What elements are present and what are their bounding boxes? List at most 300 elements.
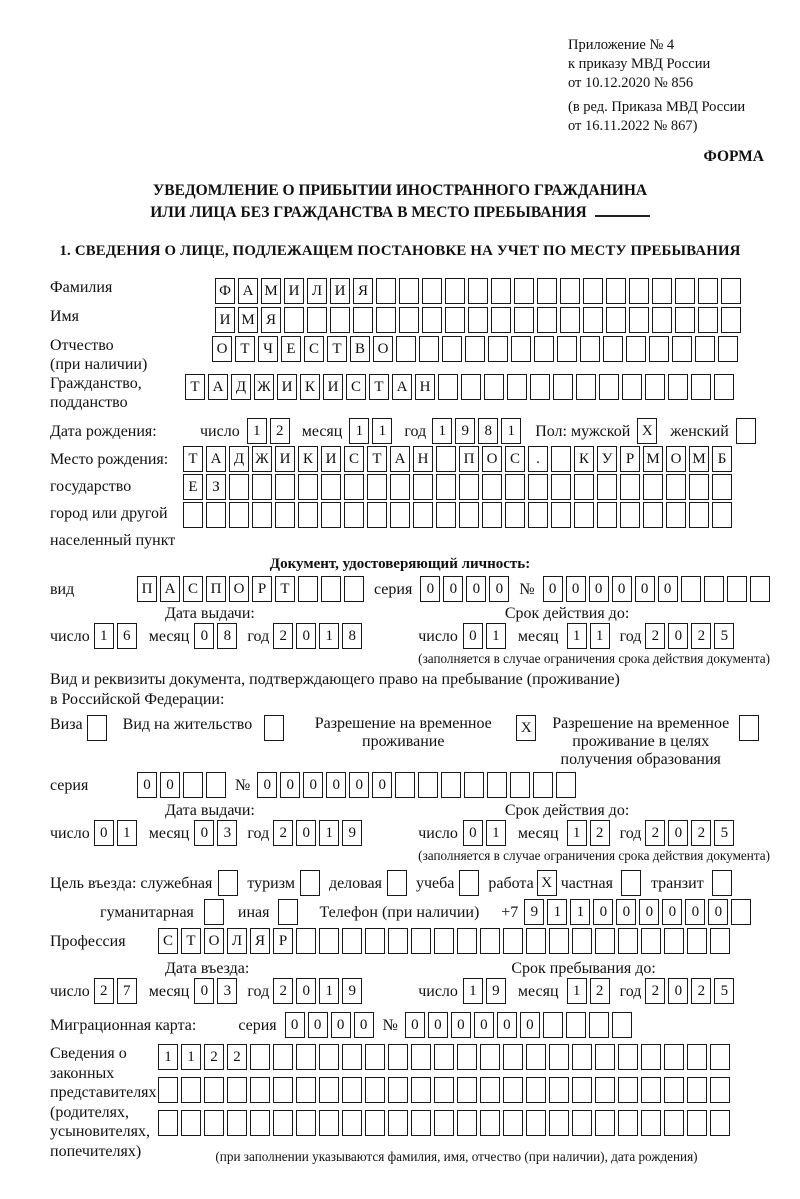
char-cell[interactable] [704, 576, 724, 602]
char-cell[interactable]: О [666, 446, 686, 472]
char-cell[interactable] [367, 474, 387, 500]
char-cell[interactable] [438, 374, 458, 400]
char-cell[interactable] [553, 374, 573, 400]
char-cell[interactable] [319, 1077, 339, 1103]
char-cell[interactable] [675, 278, 695, 304]
char-cell[interactable] [388, 928, 408, 954]
char-cell[interactable]: 2 [691, 978, 711, 1004]
char-cell[interactable] [464, 772, 484, 798]
char-cell[interactable] [298, 502, 318, 528]
char-cell[interactable] [712, 870, 732, 896]
char-cell[interactable] [503, 1044, 523, 1070]
char-cell[interactable]: 0 [685, 899, 705, 925]
char-cell[interactable]: 0 [349, 772, 369, 798]
char-cell[interactable] [641, 928, 661, 954]
char-cell[interactable]: А [208, 374, 228, 400]
char-cell[interactable]: 2 [273, 623, 293, 649]
char-cell[interactable] [534, 336, 554, 362]
char-cell[interactable] [731, 899, 751, 925]
char-cell[interactable] [574, 502, 594, 528]
char-cell[interactable] [595, 1077, 615, 1103]
char-cell[interactable] [365, 1077, 385, 1103]
char-cell[interactable] [652, 278, 672, 304]
char-cell[interactable]: 0 [589, 576, 609, 602]
char-cell[interactable]: 1 [158, 1044, 178, 1070]
char-cell[interactable] [698, 278, 718, 304]
char-cell[interactable] [572, 1110, 592, 1136]
char-cell[interactable] [413, 474, 433, 500]
char-cell[interactable] [183, 502, 203, 528]
char-cell[interactable] [183, 772, 203, 798]
char-cell[interactable] [434, 1044, 454, 1070]
char-cell[interactable]: 1 [181, 1044, 201, 1070]
char-cell[interactable]: О [482, 446, 502, 472]
char-cell[interactable]: Т [327, 336, 347, 362]
char-cell[interactable] [342, 1044, 362, 1070]
char-cell[interactable] [482, 474, 502, 500]
char-cell[interactable]: А [206, 446, 226, 472]
char-cell[interactable] [411, 1110, 431, 1136]
char-cell[interactable] [739, 715, 759, 741]
char-cell[interactable] [445, 307, 465, 333]
char-cell[interactable]: 2 [94, 978, 114, 1004]
char-cell[interactable]: 0 [420, 576, 440, 602]
char-cell[interactable]: 2 [270, 418, 290, 444]
char-cell[interactable]: Т [367, 446, 387, 472]
char-cell[interactable] [353, 307, 373, 333]
char-cell[interactable] [618, 1044, 638, 1070]
char-cell[interactable] [480, 1110, 500, 1136]
char-cell[interactable] [422, 307, 442, 333]
char-cell[interactable] [626, 336, 646, 362]
char-cell[interactable]: И [215, 307, 235, 333]
char-cell[interactable] [533, 772, 553, 798]
char-cell[interactable]: И [277, 374, 297, 400]
char-cell[interactable] [250, 1077, 270, 1103]
char-cell[interactable] [296, 1110, 316, 1136]
char-cell[interactable]: П [206, 576, 226, 602]
char-cell[interactable]: 2 [204, 1044, 224, 1070]
char-cell[interactable] [468, 307, 488, 333]
char-cell[interactable] [618, 1077, 638, 1103]
char-cell[interactable] [218, 870, 238, 896]
char-cell[interactable] [505, 474, 525, 500]
char-cell[interactable] [583, 278, 603, 304]
char-cell[interactable] [321, 576, 341, 602]
char-cell[interactable]: 1 [567, 978, 587, 1004]
char-cell[interactable] [491, 278, 511, 304]
char-cell[interactable] [296, 1044, 316, 1070]
char-cell[interactable] [365, 1110, 385, 1136]
char-cell[interactable]: 2 [691, 623, 711, 649]
char-cell[interactable]: 2 [645, 623, 665, 649]
char-cell[interactable] [549, 1044, 569, 1070]
char-cell[interactable] [629, 307, 649, 333]
char-cell[interactable] [459, 474, 479, 500]
char-cell[interactable] [576, 374, 596, 400]
char-cell[interactable] [675, 307, 695, 333]
char-cell[interactable] [549, 1077, 569, 1103]
char-cell[interactable] [557, 336, 577, 362]
char-cell[interactable]: И [321, 446, 341, 472]
char-cell[interactable]: 0 [612, 576, 632, 602]
char-cell[interactable] [307, 307, 327, 333]
char-cell[interactable]: Б [712, 446, 732, 472]
char-cell[interactable] [434, 928, 454, 954]
char-cell[interactable]: 1 [567, 623, 587, 649]
char-cell[interactable] [721, 278, 741, 304]
char-cell[interactable] [526, 1044, 546, 1070]
char-cell[interactable] [641, 1110, 661, 1136]
char-cell[interactable] [514, 278, 534, 304]
char-cell[interactable] [629, 278, 649, 304]
char-cell[interactable]: Л [227, 928, 247, 954]
char-cell[interactable]: К [300, 374, 320, 400]
char-cell[interactable] [344, 474, 364, 500]
char-cell[interactable] [480, 928, 500, 954]
char-cell[interactable]: 9 [486, 978, 506, 1004]
char-cell[interactable] [643, 502, 663, 528]
char-cell[interactable]: Л [307, 278, 327, 304]
char-cell[interactable]: А [392, 374, 412, 400]
char-cell[interactable]: С [158, 928, 178, 954]
char-cell[interactable] [204, 1110, 224, 1136]
char-cell[interactable]: Р [273, 928, 293, 954]
char-cell[interactable] [560, 307, 580, 333]
char-cell[interactable] [181, 1110, 201, 1136]
char-cell[interactable] [551, 474, 571, 500]
char-cell[interactable]: 2 [645, 978, 665, 1004]
char-cell[interactable] [710, 928, 730, 954]
char-cell[interactable] [549, 928, 569, 954]
char-cell[interactable]: 0 [658, 576, 678, 602]
char-cell[interactable] [390, 474, 410, 500]
char-cell[interactable]: Р [620, 446, 640, 472]
char-cell[interactable]: И [330, 278, 350, 304]
char-cell[interactable] [689, 502, 709, 528]
char-cell[interactable] [227, 1110, 247, 1136]
char-cell[interactable] [589, 1012, 609, 1038]
char-cell[interactable]: Н [415, 374, 435, 400]
char-cell[interactable]: С [344, 446, 364, 472]
char-cell[interactable]: 2 [273, 978, 293, 1004]
char-cell[interactable]: П [137, 576, 157, 602]
char-cell[interactable] [664, 1077, 684, 1103]
char-cell[interactable]: 1 [547, 899, 567, 925]
char-cell[interactable]: 0 [639, 899, 659, 925]
char-cell[interactable] [687, 1044, 707, 1070]
char-cell[interactable] [158, 1077, 178, 1103]
char-cell[interactable]: 8 [342, 623, 362, 649]
char-cell[interactable]: С [304, 336, 324, 362]
char-cell[interactable]: 8 [217, 623, 237, 649]
char-cell[interactable] [399, 278, 419, 304]
char-cell[interactable]: И [284, 278, 304, 304]
char-cell[interactable]: 0 [635, 576, 655, 602]
char-cell[interactable]: П [459, 446, 479, 472]
char-cell[interactable] [396, 336, 416, 362]
char-cell[interactable] [580, 336, 600, 362]
char-cell[interactable]: Д [229, 446, 249, 472]
char-cell[interactable] [419, 336, 439, 362]
char-cell[interactable]: М [643, 446, 663, 472]
char-cell[interactable]: Н [413, 446, 433, 472]
char-cell[interactable]: А [238, 278, 258, 304]
char-cell[interactable]: С [346, 374, 366, 400]
char-cell[interactable] [388, 1110, 408, 1136]
char-cell[interactable]: И [323, 374, 343, 400]
char-cell[interactable] [691, 374, 711, 400]
char-cell[interactable]: 0 [616, 899, 636, 925]
char-cell[interactable] [551, 502, 571, 528]
char-cell[interactable] [595, 928, 615, 954]
char-cell[interactable]: 1 [432, 418, 452, 444]
char-cell[interactable] [543, 1012, 563, 1038]
char-cell[interactable]: 0 [137, 772, 157, 798]
char-cell[interactable] [566, 1012, 586, 1038]
char-cell[interactable]: 1 [319, 978, 339, 1004]
char-cell[interactable] [457, 1077, 477, 1103]
char-cell[interactable] [551, 446, 571, 472]
char-cell[interactable]: 0 [160, 772, 180, 798]
char-cell[interactable]: Я [261, 307, 281, 333]
char-cell[interactable] [603, 336, 623, 362]
char-cell[interactable] [480, 1077, 500, 1103]
char-cell[interactable] [599, 374, 619, 400]
char-cell[interactable] [411, 1077, 431, 1103]
char-cell[interactable] [342, 928, 362, 954]
char-cell[interactable] [621, 870, 641, 896]
char-cell[interactable] [736, 418, 756, 444]
char-cell[interactable]: 0 [489, 576, 509, 602]
char-cell[interactable] [457, 1044, 477, 1070]
char-cell[interactable]: Т [183, 446, 203, 472]
char-cell[interactable] [721, 307, 741, 333]
char-cell[interactable] [229, 474, 249, 500]
char-cell[interactable]: 1 [247, 418, 267, 444]
char-cell[interactable] [275, 502, 295, 528]
char-cell[interactable] [572, 928, 592, 954]
char-cell[interactable]: 1 [486, 820, 506, 846]
char-cell[interactable]: 0 [308, 1012, 328, 1038]
char-cell[interactable] [206, 772, 226, 798]
char-cell[interactable] [395, 772, 415, 798]
char-cell[interactable] [273, 1110, 293, 1136]
char-cell[interactable]: 0 [566, 576, 586, 602]
char-cell[interactable]: 0 [94, 820, 114, 846]
char-cell[interactable] [459, 870, 479, 896]
char-cell[interactable] [461, 374, 481, 400]
char-cell[interactable] [641, 1044, 661, 1070]
char-cell[interactable] [572, 1077, 592, 1103]
char-cell[interactable] [250, 1044, 270, 1070]
char-cell[interactable] [641, 1077, 661, 1103]
char-cell[interactable] [572, 1044, 592, 1070]
char-cell[interactable] [321, 474, 341, 500]
char-cell[interactable] [698, 307, 718, 333]
char-cell[interactable]: Ч [258, 336, 278, 362]
char-cell[interactable] [528, 502, 548, 528]
char-cell[interactable] [710, 1044, 730, 1070]
char-cell[interactable] [583, 307, 603, 333]
char-cell[interactable] [388, 1044, 408, 1070]
char-cell[interactable] [664, 1110, 684, 1136]
char-cell[interactable]: В [350, 336, 370, 362]
char-cell[interactable] [411, 928, 431, 954]
char-cell[interactable] [376, 278, 396, 304]
char-cell[interactable] [687, 1077, 707, 1103]
char-cell[interactable] [530, 374, 550, 400]
char-cell[interactable] [264, 715, 284, 741]
char-cell[interactable]: 6 [117, 623, 137, 649]
char-cell[interactable]: М [261, 278, 281, 304]
char-cell[interactable] [457, 928, 477, 954]
char-cell[interactable]: X [537, 870, 557, 896]
char-cell[interactable] [158, 1110, 178, 1136]
char-cell[interactable]: О [204, 928, 224, 954]
char-cell[interactable]: 0 [708, 899, 728, 925]
char-cell[interactable]: Я [353, 278, 373, 304]
char-cell[interactable] [606, 307, 626, 333]
char-cell[interactable] [712, 502, 732, 528]
char-cell[interactable]: 0 [668, 978, 688, 1004]
char-cell[interactable]: 0 [662, 899, 682, 925]
char-cell[interactable] [727, 576, 747, 602]
char-cell[interactable] [321, 502, 341, 528]
char-cell[interactable]: Т [235, 336, 255, 362]
char-cell[interactable]: 9 [455, 418, 475, 444]
char-cell[interactable] [556, 772, 576, 798]
char-cell[interactable]: Т [185, 374, 205, 400]
char-cell[interactable] [344, 576, 364, 602]
char-cell[interactable]: 9 [342, 978, 362, 1004]
char-cell[interactable] [181, 1077, 201, 1103]
char-cell[interactable]: 5 [714, 820, 734, 846]
char-cell[interactable] [367, 502, 387, 528]
char-cell[interactable] [399, 307, 419, 333]
char-cell[interactable]: 2 [590, 820, 610, 846]
char-cell[interactable]: 1 [463, 978, 483, 1004]
char-cell[interactable]: 0 [331, 1012, 351, 1038]
char-cell[interactable] [620, 502, 640, 528]
char-cell[interactable]: 0 [280, 772, 300, 798]
char-cell[interactable] [505, 502, 525, 528]
char-cell[interactable] [666, 502, 686, 528]
char-cell[interactable] [537, 278, 557, 304]
char-cell[interactable]: 1 [319, 623, 339, 649]
char-cell[interactable] [482, 502, 502, 528]
char-cell[interactable] [597, 502, 617, 528]
char-cell[interactable]: О [212, 336, 232, 362]
char-cell[interactable] [273, 1077, 293, 1103]
char-cell[interactable] [480, 1044, 500, 1070]
char-cell[interactable] [666, 474, 686, 500]
char-cell[interactable]: Т [369, 374, 389, 400]
char-cell[interactable]: X [516, 715, 536, 741]
char-cell[interactable]: 0 [520, 1012, 540, 1038]
char-cell[interactable] [645, 374, 665, 400]
char-cell[interactable] [511, 336, 531, 362]
char-cell[interactable] [388, 1077, 408, 1103]
char-cell[interactable] [643, 474, 663, 500]
char-cell[interactable] [718, 336, 738, 362]
char-cell[interactable] [606, 278, 626, 304]
char-cell[interactable]: О [229, 576, 249, 602]
char-cell[interactable]: 0 [593, 899, 613, 925]
char-cell[interactable] [204, 1077, 224, 1103]
char-cell[interactable] [491, 307, 511, 333]
char-cell[interactable]: Т [275, 576, 295, 602]
char-cell[interactable] [710, 1077, 730, 1103]
char-cell[interactable]: 1 [590, 623, 610, 649]
char-cell[interactable]: 1 [117, 820, 137, 846]
char-cell[interactable] [695, 336, 715, 362]
char-cell[interactable]: 0 [405, 1012, 425, 1038]
char-cell[interactable]: 0 [372, 772, 392, 798]
char-cell[interactable]: Р [252, 576, 272, 602]
char-cell[interactable] [344, 502, 364, 528]
char-cell[interactable] [436, 446, 456, 472]
char-cell[interactable]: 0 [296, 978, 316, 1004]
char-cell[interactable] [390, 502, 410, 528]
char-cell[interactable]: 0 [543, 576, 563, 602]
char-cell[interactable] [459, 502, 479, 528]
char-cell[interactable] [252, 502, 272, 528]
char-cell[interactable] [422, 278, 442, 304]
char-cell[interactable] [434, 1077, 454, 1103]
char-cell[interactable] [672, 336, 692, 362]
char-cell[interactable]: 0 [497, 1012, 517, 1038]
char-cell[interactable] [503, 1110, 523, 1136]
char-cell[interactable]: 0 [668, 820, 688, 846]
char-cell[interactable]: 0 [443, 576, 463, 602]
char-cell[interactable]: 1 [319, 820, 339, 846]
char-cell[interactable] [376, 307, 396, 333]
char-cell[interactable]: 1 [94, 623, 114, 649]
char-cell[interactable]: 3 [217, 978, 237, 1004]
char-cell[interactable] [710, 1110, 730, 1136]
char-cell[interactable]: 0 [194, 623, 214, 649]
char-cell[interactable]: 0 [326, 772, 346, 798]
char-cell[interactable] [687, 928, 707, 954]
char-cell[interactable]: 7 [117, 978, 137, 1004]
char-cell[interactable] [618, 1110, 638, 1136]
char-cell[interactable]: 9 [524, 899, 544, 925]
char-cell[interactable] [298, 474, 318, 500]
char-cell[interactable] [252, 474, 272, 500]
char-cell[interactable]: Е [183, 474, 203, 500]
char-cell[interactable] [319, 928, 339, 954]
char-cell[interactable]: 3 [217, 820, 237, 846]
char-cell[interactable]: К [574, 446, 594, 472]
char-cell[interactable]: 0 [285, 1012, 305, 1038]
char-cell[interactable]: 5 [714, 623, 734, 649]
char-cell[interactable]: Я [250, 928, 270, 954]
char-cell[interactable] [664, 1044, 684, 1070]
char-cell[interactable] [714, 374, 734, 400]
char-cell[interactable] [652, 307, 672, 333]
char-cell[interactable] [229, 502, 249, 528]
char-cell[interactable]: 0 [194, 820, 214, 846]
char-cell[interactable] [204, 899, 224, 925]
char-cell[interactable] [342, 1110, 362, 1136]
char-cell[interactable] [595, 1110, 615, 1136]
char-cell[interactable] [436, 502, 456, 528]
char-cell[interactable] [206, 502, 226, 528]
char-cell[interactable] [507, 374, 527, 400]
char-cell[interactable]: 1 [567, 820, 587, 846]
char-cell[interactable] [319, 1110, 339, 1136]
